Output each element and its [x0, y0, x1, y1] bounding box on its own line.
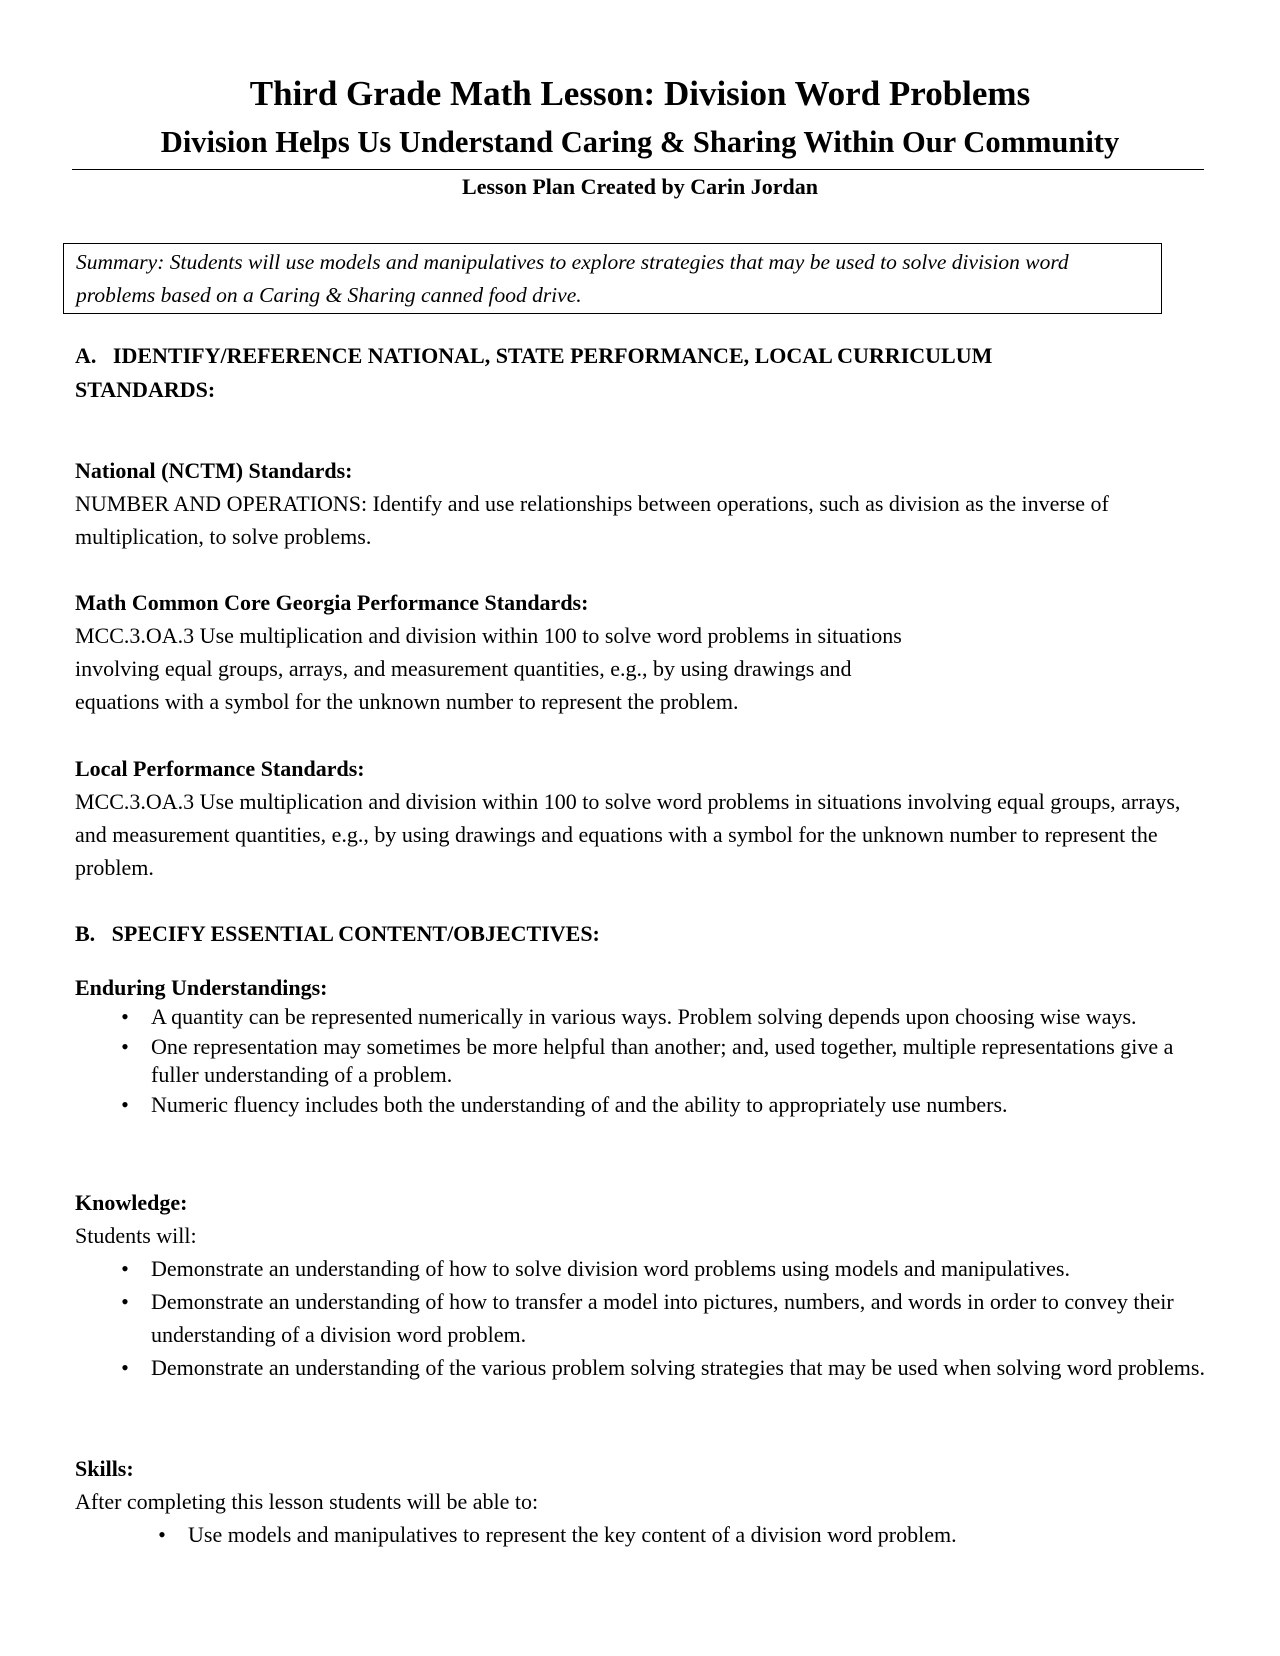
enduring-understandings-heading: Enduring Understandings: — [75, 975, 328, 1000]
section-b-heading: B. SPECIFY ESSENTIAL CONTENT/OBJECTIVES: — [75, 921, 600, 946]
local-standards-text: MCC.3.OA.3 Use multiplication and division within 100 to solve word problems in situations involving equal groups, arrays, and measurement quantities, e.g., by using drawings and equations with a symbol for the unknown number to represent the problem. — [75, 789, 1181, 880]
enduring-understandings — [75, 973, 1205, 1121]
national-standards — [75, 454, 1205, 553]
list-item: • Numeric fluency includes both the understanding of and the ability to appropriately use numbers. — [75, 1091, 1205, 1119]
knowledge-list — [75, 1252, 1205, 1384]
title-divider — [72, 169, 1204, 170]
list-item: • Use models and manipulatives to represent the key content of a division word problem. — [75, 1518, 1205, 1551]
enduring-understandings-list — [75, 1003, 1205, 1119]
bullet-icon: • — [158, 1522, 166, 1547]
section-a-heading — [75, 339, 1205, 407]
bullet-icon: • — [121, 1256, 129, 1281]
section-a-heading-line2: STANDARDS: — [75, 377, 216, 402]
document-title: Third Grade Math Lesson: Division Word Problems — [249, 74, 1031, 113]
list-item: • One representation may sometimes be more helpful than another; and, used together, multiple representations give a fuller understanding of a problem. — [75, 1033, 1205, 1089]
skills-heading: Skills: — [75, 1456, 134, 1481]
georgia-standards — [75, 586, 1205, 718]
bullet-icon: • — [121, 1289, 129, 1314]
georgia-standards-heading: Math Common Core Georgia Performance Standards: — [75, 590, 589, 615]
skills-list — [75, 1518, 1205, 1551]
knowledge-intro: Students will: — [75, 1223, 197, 1248]
list-item: • Demonstrate an understanding of how to solve division word problems using models and manipulatives. — [75, 1252, 1205, 1285]
bullet-icon: • — [121, 1092, 129, 1117]
skills-intro: After completing this lesson students will be able to: — [75, 1489, 539, 1514]
local-standards-heading: Local Performance Standards: — [75, 756, 365, 781]
list-item: • Demonstrate an understanding of how to transfer a model into pictures, numbers, and words in order to convey their understanding of a division word problem. — [75, 1285, 1205, 1351]
national-standards-text: NUMBER AND OPERATIONS: Identify and use relationships between operations, such as division as the inverse of multiplication, to solve problems. — [75, 491, 1109, 549]
author-byline: Lesson Plan Created by Carin Jordan — [462, 174, 818, 199]
summary-box: Summary: Students will use models and manipulatives to explore strategies that may be used to solve division word problems based on a Caring & Sharing canned food drive. — [63, 243, 1162, 314]
list-item: • A quantity can be represented numerically in various ways. Problem solving depends upon choosing wise ways. — [75, 1003, 1205, 1031]
georgia-standards-line2: involving equal groups, arrays, and measurement quantities, e.g., by using drawings and — [75, 656, 852, 681]
bullet-icon: • — [121, 1004, 129, 1029]
document-subtitle: Division Helps Us Understand Caring & Sharing Within Our Community — [160, 125, 1120, 159]
knowledge-section — [75, 1186, 1205, 1384]
skills-section — [75, 1452, 1205, 1551]
bullet-icon: • — [121, 1355, 129, 1380]
georgia-standards-line1: MCC.3.OA.3 Use multiplication and division within 100 to solve word problems in situations — [75, 623, 902, 648]
georgia-standards-line3: equations with a symbol for the unknown number to represent the problem. — [75, 689, 739, 714]
national-standards-heading: National (NCTM) Standards: — [75, 458, 353, 483]
bullet-icon: • — [121, 1034, 129, 1059]
list-item: • Demonstrate an understanding of the various problem solving strategies that may be used when solving word problems. — [75, 1351, 1205, 1384]
local-standards — [75, 752, 1205, 884]
knowledge-heading: Knowledge: — [75, 1190, 188, 1215]
section-a-heading-line1: A. IDENTIFY/REFERENCE NATIONAL, STATE PERFORMANCE, LOCAL CURRICULUM — [75, 343, 993, 368]
